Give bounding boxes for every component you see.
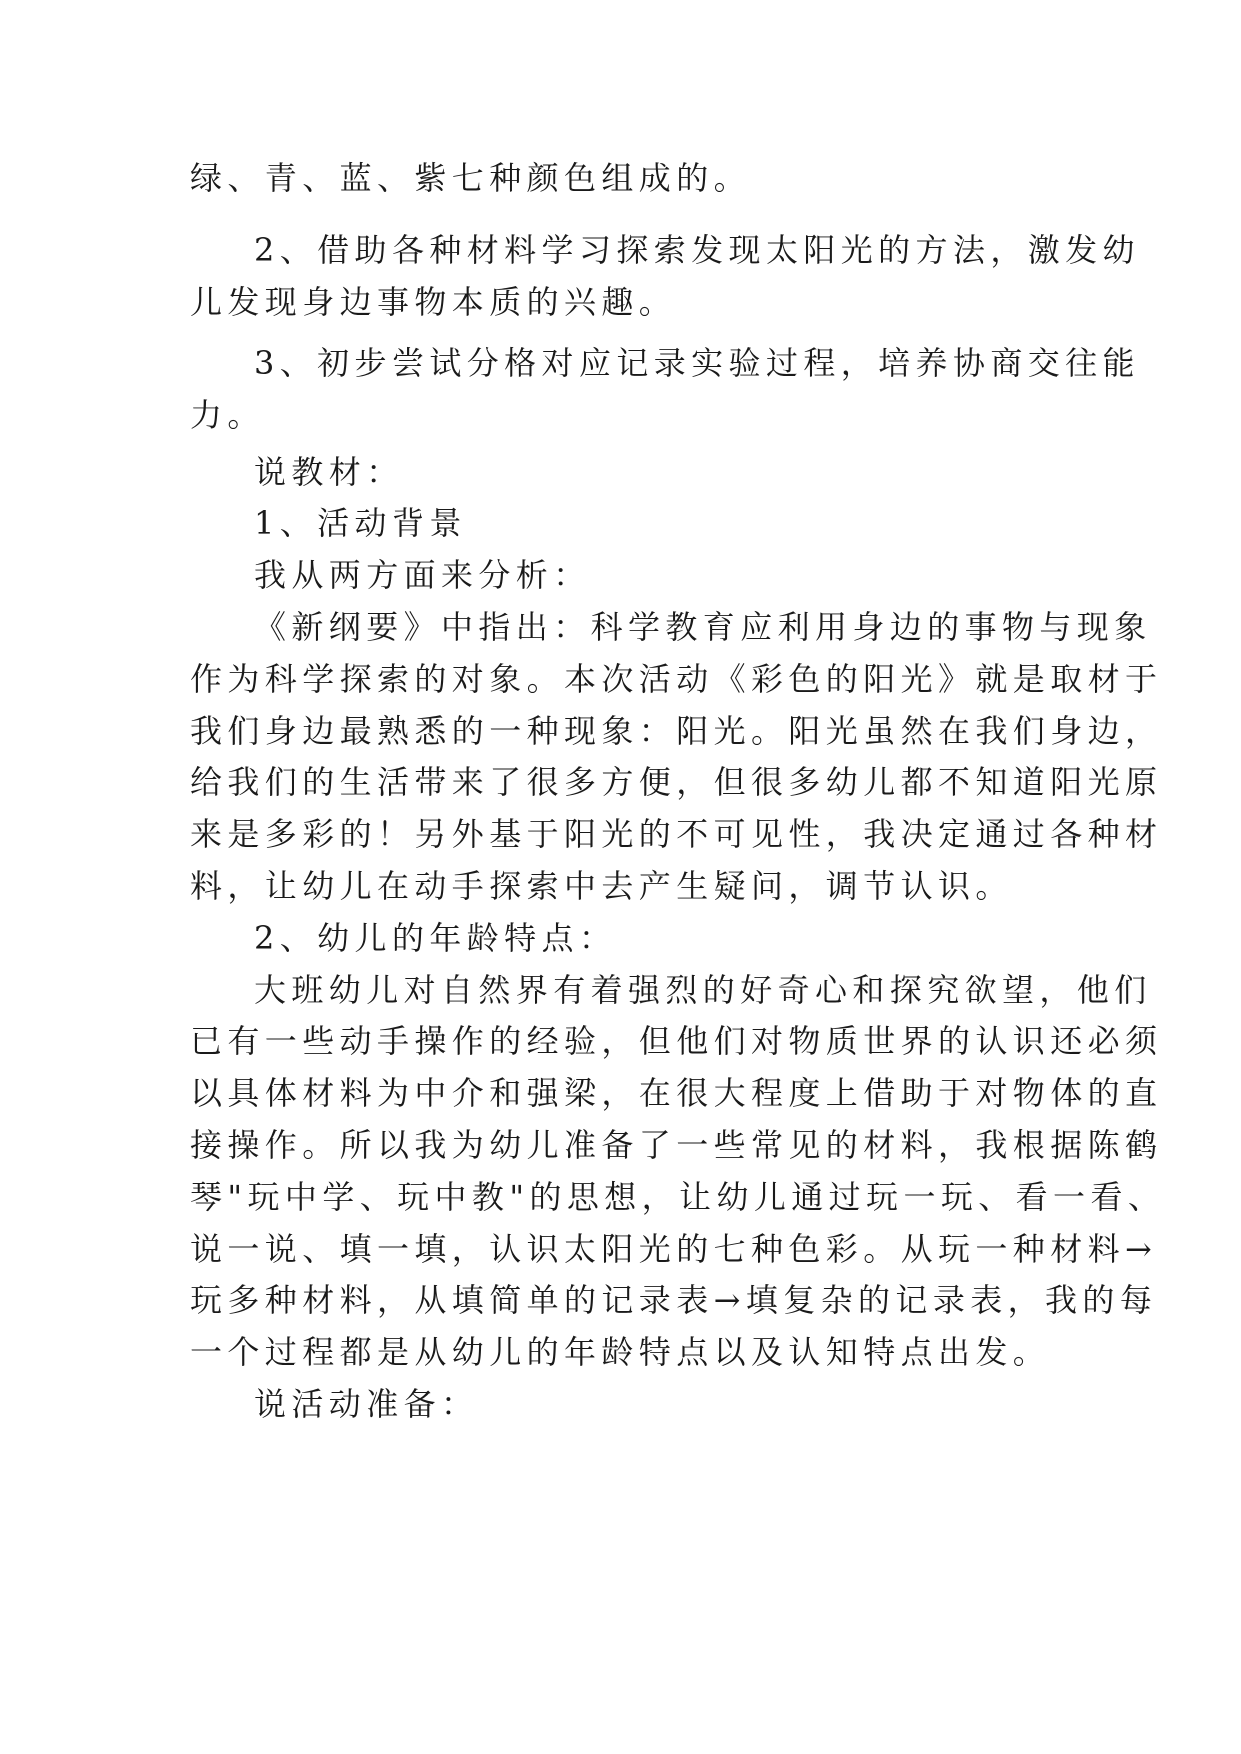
text-line: 来是多彩的！另外基于阳光的不可见性，我决定通过各种材: [190, 815, 1163, 853]
text-line: 《新纲要》中指出：科学教育应利用身边的事物与现象: [254, 608, 1152, 646]
text-line: 玩多种材料，从填简单的记录表→填复杂的记录表，我的每: [190, 1281, 1158, 1319]
text-line: 作为科学探索的对象。本次活动《彩色的阳光》就是取材于: [190, 660, 1163, 698]
text-line: 琴"玩中学、玩中教"的思想，让幼儿通过玩一玩、看一看、: [190, 1178, 1166, 1216]
text-line: 绿、青、蓝、紫七种颜色组成的。: [190, 159, 752, 197]
text-line: 说教材：: [254, 453, 404, 491]
text-line: 我从两方面来分析：: [254, 556, 591, 594]
text-line: 给我们的生活带来了很多方便，但很多幼儿都不知道阳光原: [190, 763, 1163, 801]
text-line: 儿发现身边事物本质的兴趣。: [190, 283, 677, 321]
text-line: 2、借助各种材料学习探索发现太阳光的方法，激发幼: [254, 231, 1140, 269]
text-line: 已有一些动手操作的经验，但他们对物质世界的认识还必须: [190, 1022, 1163, 1060]
text-line: 力。: [190, 396, 265, 434]
text-line: 接操作。所以我为幼儿准备了一些常见的材料，我根据陈鹤: [190, 1126, 1163, 1164]
text-line: 2、幼儿的年龄特点：: [254, 919, 617, 957]
text-line: 3、初步尝试分格对应记录实验过程，培养协商交往能: [254, 344, 1140, 382]
text-line: 我们身边最熟悉的一种现象：阳光。阳光虽然在我们身边，: [190, 712, 1163, 750]
text-line: 1、活动背景: [254, 504, 467, 542]
text-line: 说一说、填一填，认识太阳光的七种色彩。从玩一种材料→: [190, 1230, 1158, 1268]
text-line: 以具体材料为中介和强梁，在很大程度上借助于对物体的直: [190, 1074, 1163, 1112]
text-line: 一个过程都是从幼儿的年龄特点以及认知特点出发。: [190, 1333, 1051, 1371]
text-line: 大班幼儿对自然界有着强烈的好奇心和探究欲望，他们: [254, 971, 1152, 1009]
text-line: 说活动准备：: [254, 1385, 479, 1423]
text-line: 料，让幼儿在动手探索中去产生疑问，调节认识。: [190, 867, 1013, 905]
